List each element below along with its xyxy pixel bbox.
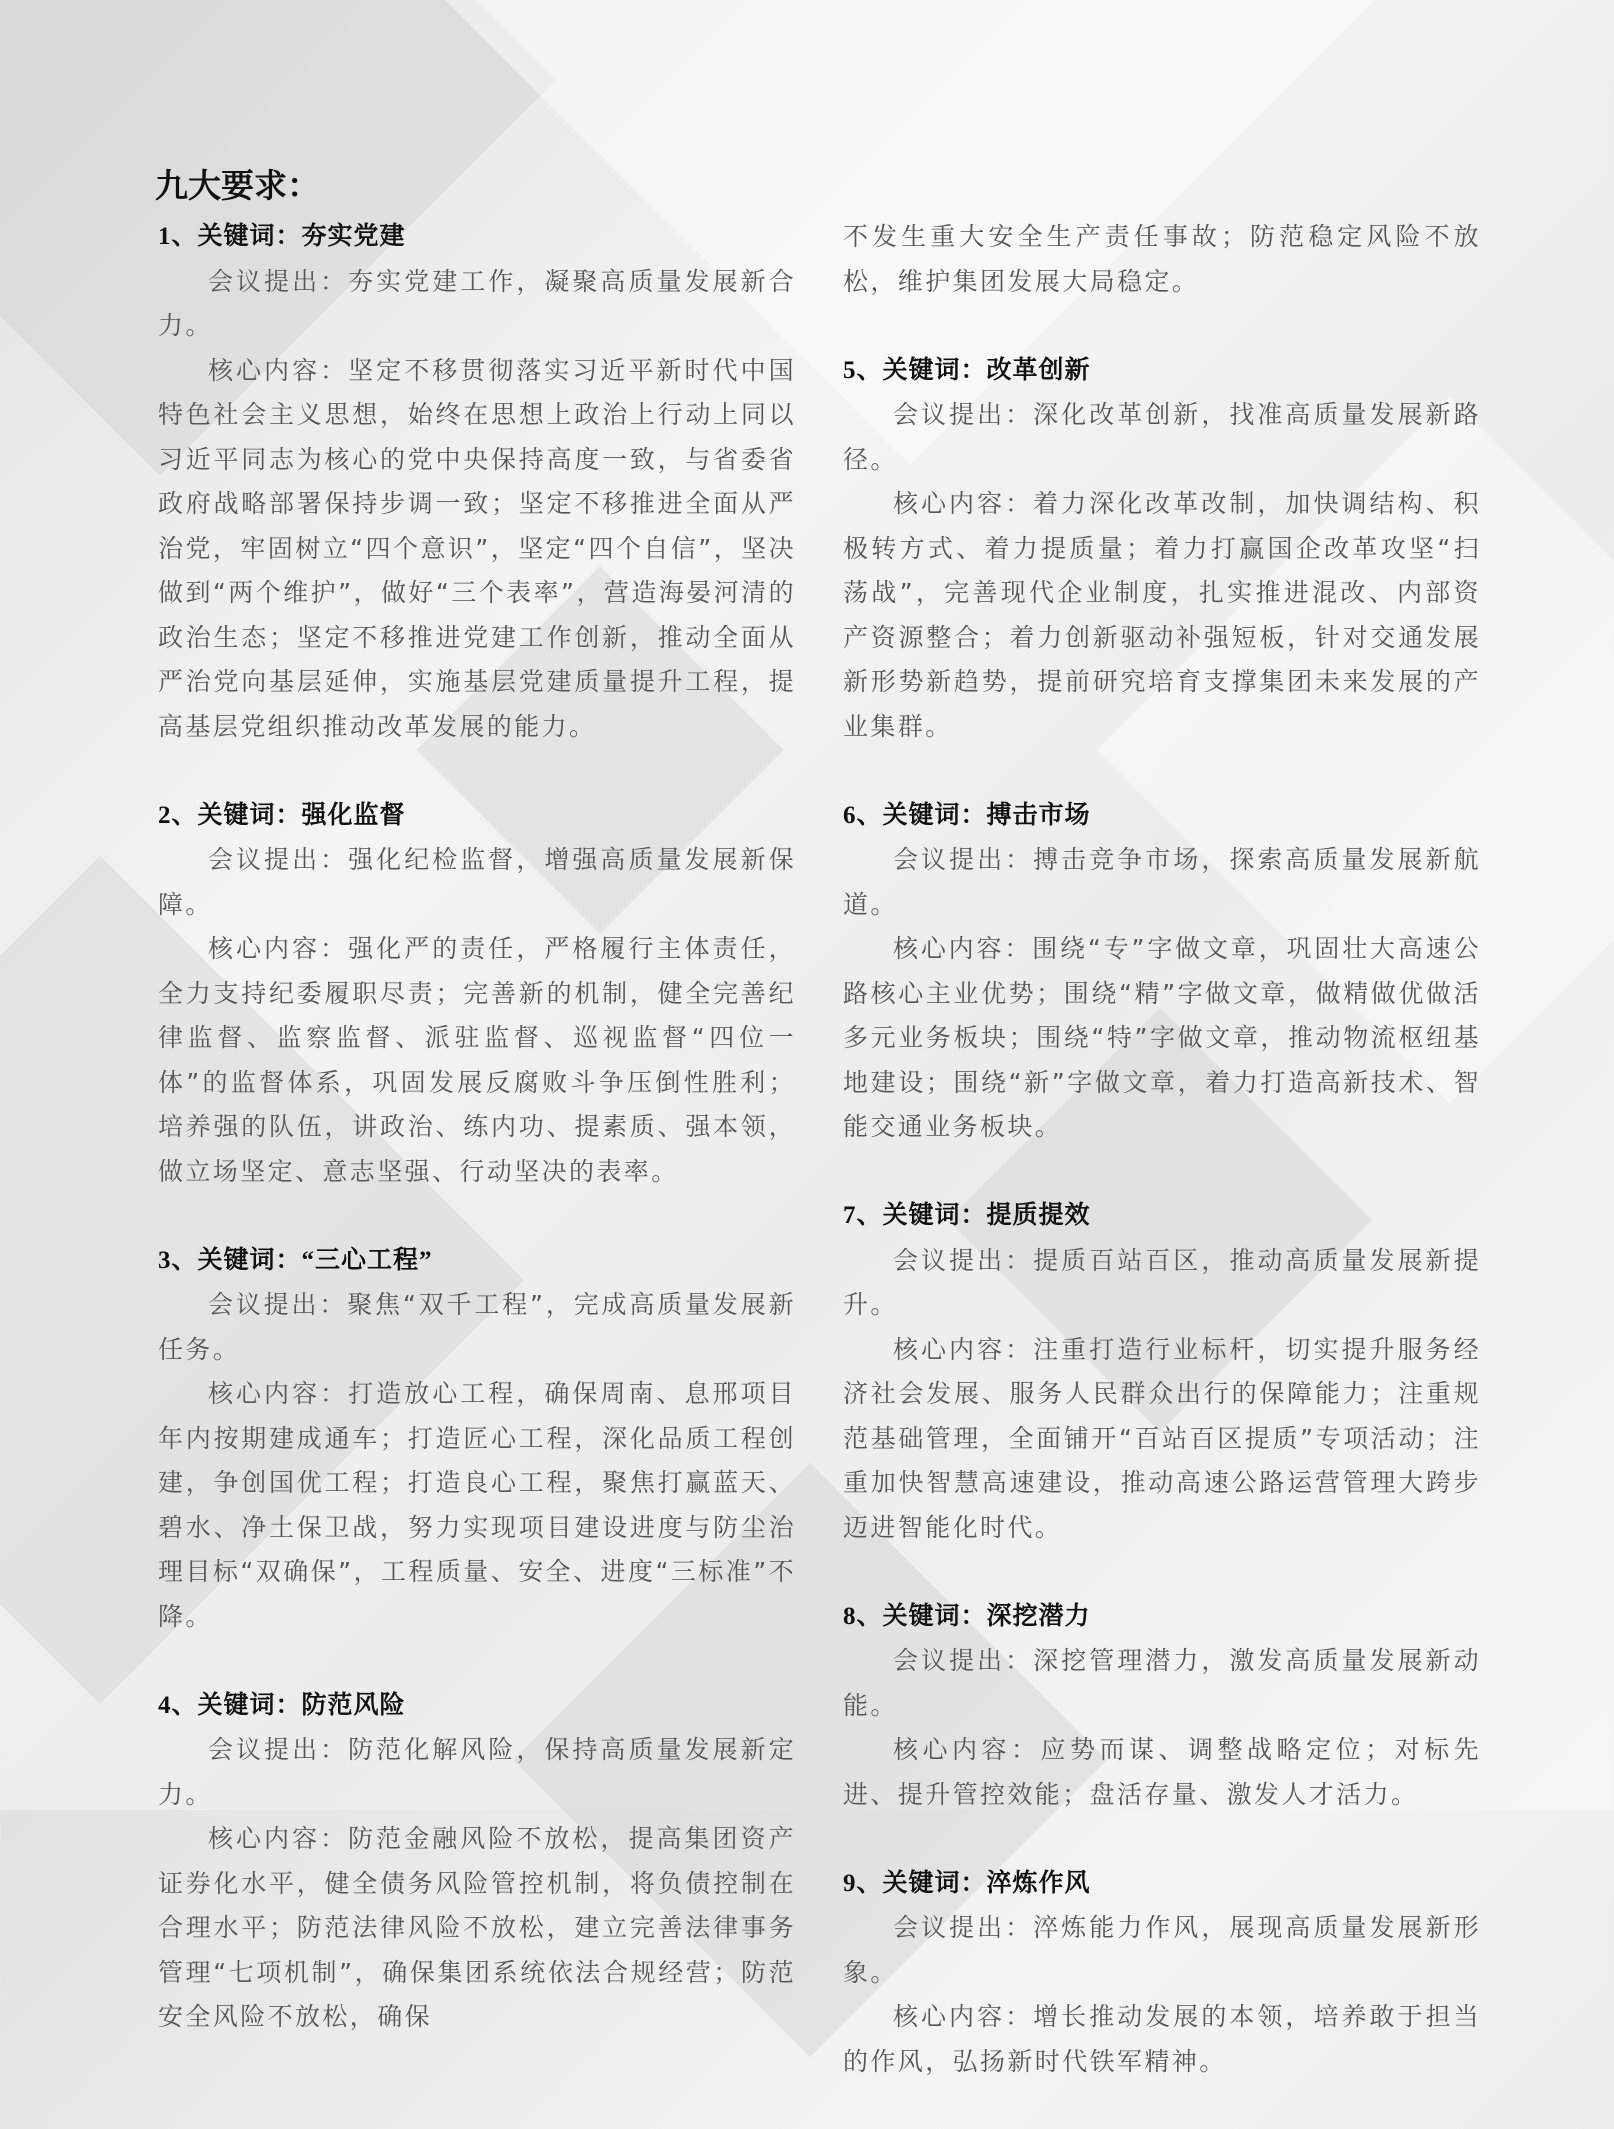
- section-8: [843, 1595, 1481, 1818]
- section-heading: 7、关键词：提质提效: [843, 1202, 1091, 1229]
- section-content: 核心内容：着力深化改革改制，加快调结构、积极转方式、着力提质量；着力打赢国企改革攻坚“扫荡战”，完善现代企业制度，扎实推进混改、内部资产资源整合；着力创新驱动补强短板，针对交通发展新形势新趋势，提前研究培育支撑集团未来发展的产业集群。: [843, 489, 1481, 741]
- section-heading: 8、关键词：深挖潜力: [843, 1602, 1091, 1630]
- section-proposal: 会议提出：防范化解风险，保持高质量发展新定力。: [158, 1735, 796, 1809]
- section-7: [843, 1194, 1481, 1550]
- section-6: [843, 794, 1481, 1150]
- section-content: 核心内容：围绕“专”字做文章，巩固壮大高速公路核心主业优势；围绕“精”字做文章，做精做优做活多元业务板块；围绕“特”字做文章，推动物流枢纽基地建设；围绕“新”字做文章，着力打造高新技术、智能交通业务板块。: [843, 934, 1481, 1141]
- section-content: 核心内容：注重打造行业标杆，切实提升服务经济社会发展、服务人民群众出行的保障能力；注重规范基础管理，全面铺开“百站百区提质”专项活动；注重加快智慧高速建设，推动高速公路运营管理大跨步迈进智能化时代。: [843, 1334, 1481, 1542]
- section-content: 核心内容：打造放心工程，确保周南、息邢项目年内按期建成通车；打造匠心工程，深化品质工程创建，争创国优工程；打造良心工程，聚焦打赢蓝天、碧水、净土保卫战，努力实现项目建设进度与防尘治理目标“双确保”，工程质量、安全、进度“三标准”不降。: [158, 1379, 796, 1631]
- section-heading: 3、关键词：“三心工程”: [158, 1246, 433, 1274]
- section-4-continued: [843, 215, 1481, 304]
- section-2: [158, 794, 796, 1195]
- section-heading: 5、关键词：改革创新: [843, 356, 1091, 384]
- section-9: [843, 1862, 1481, 2085]
- left-column: [158, 215, 796, 2040]
- section-content: 核心内容：应势而谋、调整战略定位；对标先进、提升管控效能；盘活存量、激发人才活力。: [843, 1735, 1481, 1809]
- section-5: [843, 349, 1481, 750]
- section-heading: 4、关键词：防范风险: [158, 1691, 406, 1719]
- section-heading: 6、关键词：搏击市场: [843, 801, 1091, 829]
- section-proposal: 会议提出：搏击竞争市场，探索高质量发展新航道。: [843, 845, 1481, 919]
- section-3: [158, 1239, 796, 1640]
- right-column: [843, 215, 1481, 2129]
- section-proposal: 会议提出：深化改革创新，找准高质量发展新路径。: [843, 400, 1481, 474]
- section-content: 核心内容：防范金融风险不放松，提高集团资产证券化水平，健全债务风险管控机制，将负债控制在合理水平；防范法律风险不放松，建立完善法律事务管理“七项机制”，确保集团系统依法合规经营；防范安全风险不放松，确保: [158, 1824, 796, 2031]
- section-heading: 2、关键词：强化监督: [158, 801, 406, 829]
- section-proposal: 会议提出：聚焦“双千工程”，完成高质量发展新任务。: [158, 1290, 796, 1364]
- section-proposal: 会议提出：深挖管理潜力，激发高质量发展新动能。: [843, 1646, 1481, 1720]
- section-content: 核心内容：强化严的责任，严格履行主体责任，全力支持纪委履职尽责；完善新的机制，健全完善纪律监督、监察监督、派驻监督、巡视监督“四位一体”的监督体系，巩固发展反腐败斗争压倒性胜利；培养强的队伍，讲政治、练内功、提素质、强本领，做立场坚定、意志坚强、行动坚决的表率。: [158, 934, 796, 1186]
- section-content: 核心内容：增长推动发展的本领，培养敢于担当的作风，弘扬新时代铁军精神。: [843, 2002, 1481, 2076]
- page-title: 九大要求：: [155, 169, 320, 205]
- section-proposal: 会议提出：淬炼能力作风，展现高质量发展新形象。: [843, 1913, 1481, 1987]
- section-heading: 1、关键词：夯实党建: [158, 223, 406, 250]
- section-proposal: 会议提出：提质百站百区，推动高质量发展新提升。: [843, 1245, 1481, 1319]
- section-4: [158, 1684, 796, 2040]
- section-1: [158, 215, 796, 749]
- section-proposal: 会议提出：夯实党建工作，凝聚高质量发展新合力。: [158, 266, 796, 340]
- section-content: 核心内容：坚定不移贯彻落实习近平新时代中国特色社会主义思想，始终在思想上政治上行动上同以习近平同志为核心的党中央保持高度一致，与省委省政府战略部署保持步调一致；坚定不移推进全面从严治党，牢固树立“四个意识”，坚定“四个自信”，坚决做到“两个维护”，做好“三个表率”，营造海晏河清的政治生态；坚定不移推进党建工作创新，推动全面从严治党向基层延伸，实施基层党建质量提升工程，提高基层党组织推动改革发展的能力。: [158, 355, 796, 741]
- section-content-continued: 不发生重大安全生产责任事故；防范稳定风险不放松，维护集团发展大局稳定。: [843, 222, 1481, 296]
- section-proposal: 会议提出：强化纪检监督，增强高质量发展新保障。: [158, 845, 796, 919]
- section-heading: 9、关键词：淬炼作风: [843, 1869, 1091, 1897]
